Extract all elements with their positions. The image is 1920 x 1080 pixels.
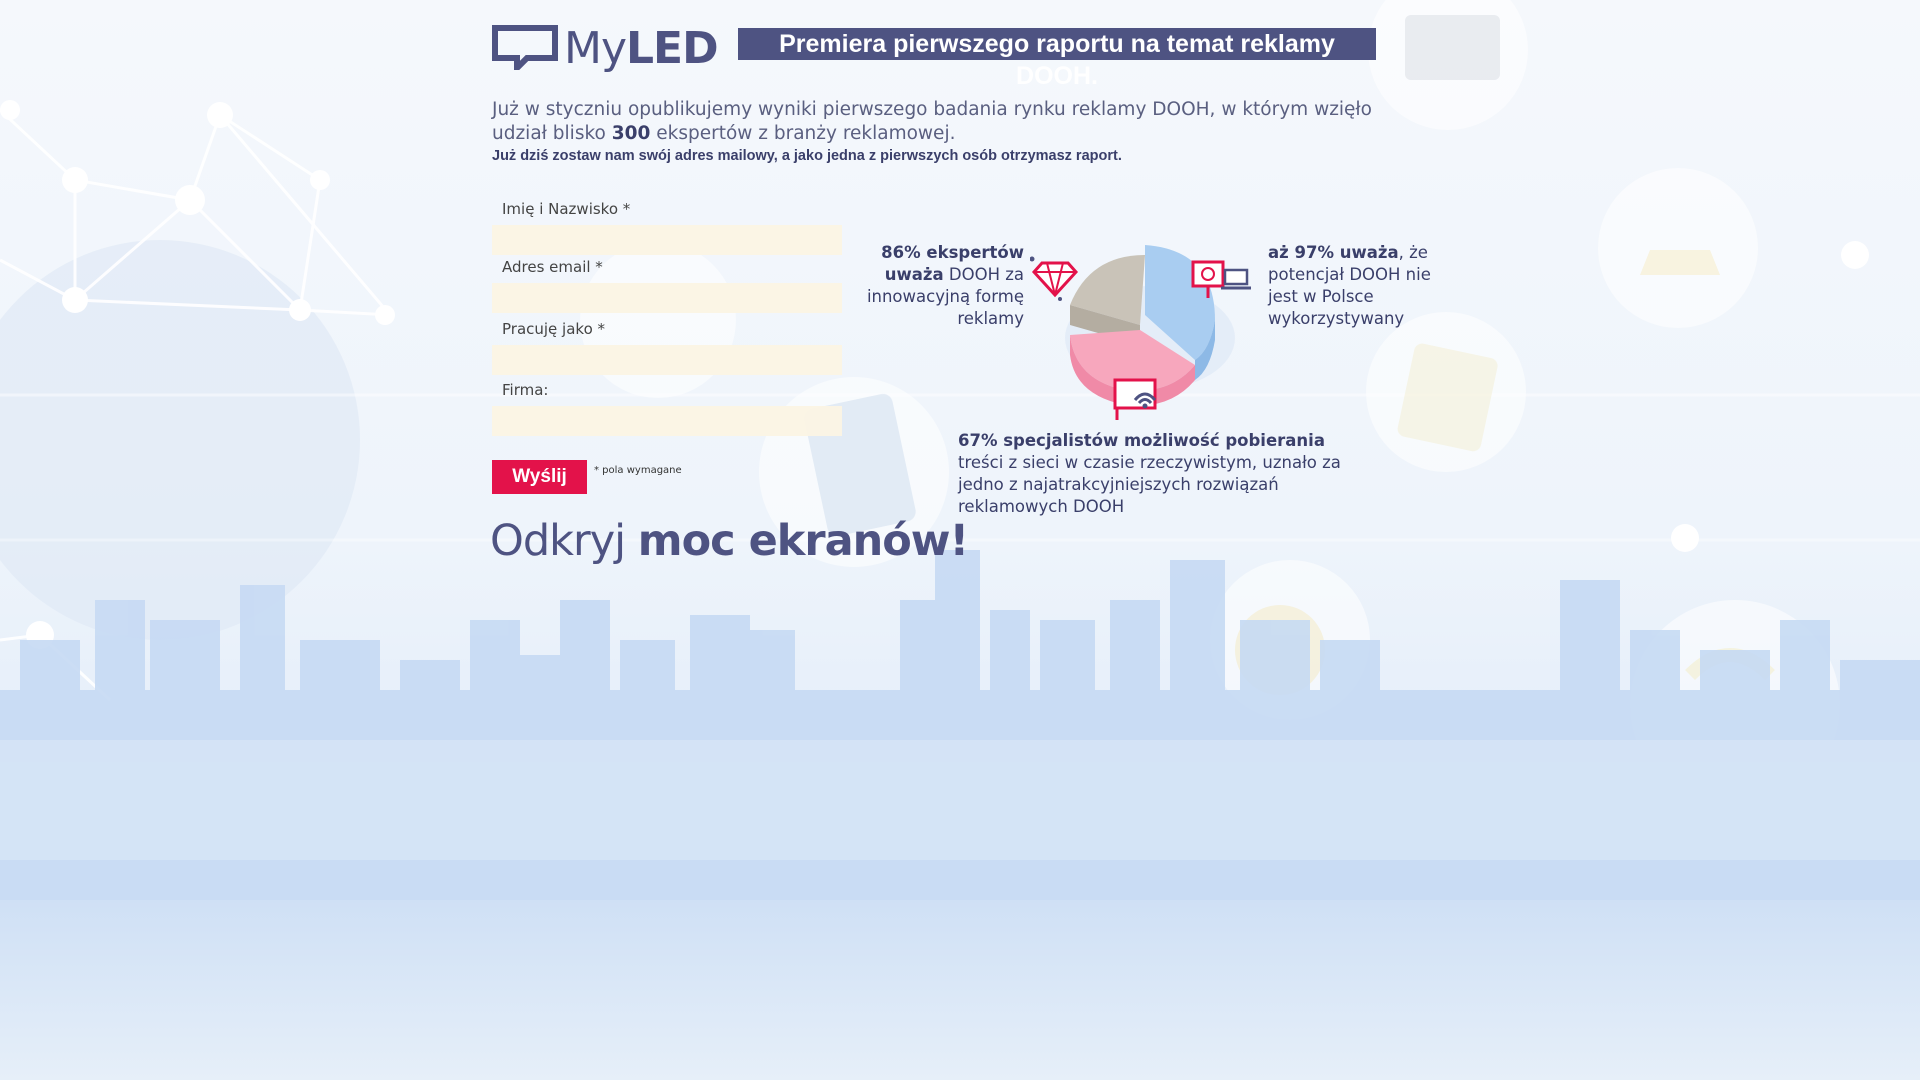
myled-logo[interactable] [492, 23, 718, 74]
slogan [490, 516, 968, 566]
pie-chart-icon [1030, 230, 1270, 430]
required-note: * pola wymagane [594, 465, 682, 476]
name-field[interactable] [492, 225, 842, 255]
name-label: Imię i Nazwisko * [502, 200, 631, 218]
job-field[interactable] [492, 345, 842, 375]
logo-prefix: My [564, 23, 627, 74]
diamond-icon [1030, 257, 1076, 302]
headline-banner: Premiera pierwszego raportu na temat reklamy DOOH. [738, 28, 1376, 60]
intro-part-a: Już w styczniu opublikujemy wyniki pierwszego badania rynku reklamy DOOH, w którym wzięło udział blisko [492, 99, 1373, 144]
submit-button[interactable]: Wyślij [492, 460, 587, 494]
email-field[interactable] [492, 283, 842, 313]
slogan-light: Odkryj [490, 516, 638, 566]
logo-bold: LED [626, 23, 718, 74]
stat-realtime [958, 430, 1358, 518]
email-label: Adres email * [502, 258, 603, 276]
stat-innovative [860, 242, 1024, 330]
stat3-rest: treści z sieci w czasie rzeczywistym, uznało za jedno z najatrakcyjniejszych rozwiązań reklamowych DOOH [958, 453, 1341, 516]
company-field[interactable] [492, 406, 842, 436]
intro-text [492, 98, 1372, 146]
stat1-rest: DOOH za innowacyjną formę reklamy [866, 265, 1024, 328]
stat3-bold: 67% specjalistów możliwość pobierania [958, 431, 1325, 450]
stat-potential [1268, 242, 1458, 330]
job-label: Pracuję jako * [502, 320, 606, 338]
slogan-bold: moc ekranów! [637, 516, 969, 566]
intro-number: 300 [611, 123, 651, 144]
stat2-bold: aż 97% uważa [1268, 243, 1399, 262]
intro-cta-text: Już dziś zostaw nam swój adres mailowy, a jako jedna z pierwszych osób otrzymasz raport. [492, 148, 1122, 164]
monitor-logo-icon [492, 24, 558, 74]
stat2-rest: , że potencjał DOOH nie jest w Polsce wykorzystywany [1268, 243, 1431, 328]
intro-part-b: ekspertów z branży reklamowej. [650, 123, 956, 144]
logo-text [564, 23, 718, 74]
company-label: Firma: [502, 381, 549, 399]
stat1-bold: 86% ekspertów uważa [881, 243, 1024, 284]
wifi-monitor-icon [1115, 380, 1155, 420]
